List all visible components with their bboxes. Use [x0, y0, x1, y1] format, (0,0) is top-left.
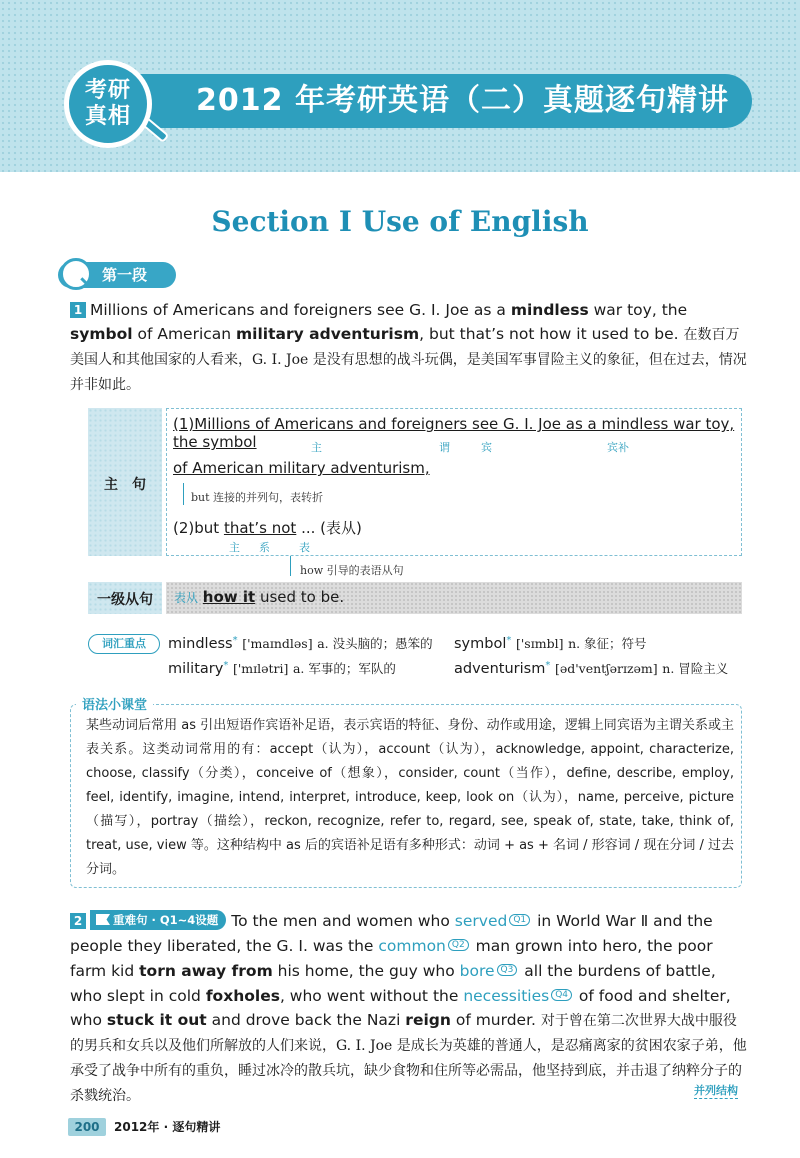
connector-line [183, 483, 184, 505]
star-icon: * [545, 660, 551, 671]
label-object: 宾 [481, 441, 492, 454]
vocab-phonetic: [əd'ventʃərɪzəm] [554, 661, 658, 676]
analysis-line-1: (1)Millions of Americans and foreigners see G. I. Joe as a mindless war toy, the symbol [173, 415, 735, 451]
vocab-item [168, 659, 396, 677]
sentence-text: all the burdens of battle, who slept in cold [70, 962, 716, 1005]
sub-clause-line [174, 588, 344, 606]
analysis-line-2: of American military adventurism, [173, 459, 430, 477]
sentence-number: 1 [70, 302, 86, 318]
keyword: military adventurism [236, 325, 420, 343]
keyword: torn away from [139, 962, 273, 980]
keyword: mindless [510, 301, 589, 319]
vocab-word: mindless [168, 636, 233, 652]
question-word: bore [459, 962, 495, 980]
star-icon: * [506, 635, 512, 646]
note-but: but 连接的并列句，表转折 [191, 491, 324, 504]
question-marker: Q3 [497, 964, 518, 976]
vocab-phonetic: ['sɪmbl] [515, 636, 564, 651]
question-marker: Q2 [448, 939, 469, 951]
keyword: foxholes [205, 987, 280, 1005]
main-clause-content [166, 408, 742, 556]
sentence-text: man grown into hero, the poor farm kid [70, 937, 713, 980]
sub-clause-tag: 表从 [174, 591, 199, 605]
logo-text-bottom: 真相 [84, 104, 131, 129]
vocab-phonetic: ['mɪlətri] [232, 661, 289, 676]
sub-clause-text: how it [202, 588, 256, 606]
logo-text-top: 考研 [84, 78, 131, 103]
keyword: reign [405, 1011, 451, 1029]
label-predicate: 谓 [439, 441, 450, 454]
analysis-line-3 [173, 517, 362, 538]
main-clause-label-cell [88, 408, 162, 556]
star-icon: * [223, 660, 229, 671]
vocab-item [454, 659, 728, 677]
connector-line-2 [290, 556, 291, 576]
vocab-word: military [168, 661, 224, 677]
question-marker: Q4 [551, 989, 572, 1001]
vocab-item [168, 634, 433, 652]
keyword: stuck it out [106, 1011, 207, 1029]
vocab-definition: a. 没头脑的；愚笨的 [317, 636, 433, 651]
star-icon: * [232, 635, 238, 646]
label-predicative: 表 [299, 541, 310, 554]
grammar-text: 某些动词后常用 as 引出短语作宾语补足语，表示宾语的特征、身份、动作或用途，逻辑上同宾语为主谓关系或主表关系。这类动词常用的有：accept（认为），account（认为），acknowledge, appoint, characterize, choose, classify（分类），conceive of（想象），consider, count（当作），define, describe, employ, feel, identify, imagine, intend, interpret, introduce, keep, look on（认为），name, perceive, picture（描写），portray（描绘），reckon, recognize, refer to, regard, see, speak of, state, take, think of, treat, use, view 等。这种结构中 as 后的宾语补足语有多种形式：动词 + as + 名词 / 形容词 / 现在分词 / 过去分词。 [86, 718, 734, 877]
sub-clause-content [166, 582, 742, 614]
question-word: common [378, 937, 446, 955]
difficult-sentence-tag [90, 910, 226, 930]
sentence-text: , but that’s not how it used to be. [419, 325, 684, 343]
vocab-word: symbol [454, 636, 507, 652]
label-subject: 主 [311, 441, 322, 454]
question-marker: Q1 [509, 914, 530, 926]
sentence-text: , who went without the [279, 987, 464, 1005]
sentence-text: war toy, the [588, 301, 688, 319]
grammar-title: 语法小课堂 [76, 694, 153, 713]
vocab-tag: 词汇重点 [88, 634, 160, 654]
question-word: served [454, 912, 508, 930]
label-linking-verb: 系 [259, 541, 270, 554]
question-word: necessities [463, 987, 550, 1005]
label-subject-2: 主 [229, 541, 240, 554]
sentence-text: in World War Ⅱ and the people they liberated, the G. I. was the [70, 912, 713, 955]
page-number: 200 [68, 1118, 106, 1136]
vocab-definition: n. 象征；符号 [568, 636, 647, 651]
search-icon [60, 258, 92, 290]
flag-icon [96, 914, 110, 925]
sentence-text: Millions of Americans and foreigners see G. I. Joe as a [90, 301, 511, 319]
chinese-translation: 在数百万美国人和其他国家的人看来，G. I. Joe 是没有思想的战斗玩偶，是美国军事冒险主义的象征，但在过去，情况并非如此。 [70, 327, 747, 393]
line3-prefix: (2)but [173, 519, 224, 537]
vocab-item [454, 634, 647, 652]
sentence-text: his home, the guy who [272, 962, 460, 980]
vocab-definition: n. 冒险主义 [662, 661, 729, 676]
keyword: symbol [70, 325, 133, 343]
page-footer [68, 1118, 220, 1136]
line3-underlined: that’s not [223, 519, 297, 537]
sub-clause-text: used to be. [255, 588, 345, 606]
sentence-text: of American [132, 325, 237, 343]
section-title: Section Ⅰ Use of English [211, 205, 589, 238]
sentence-1 [70, 298, 750, 397]
paragraph-badge: 第一段 [58, 262, 176, 288]
sentence-2 [70, 908, 750, 1108]
footer-text: 2012年 · 逐句精讲 [114, 1120, 221, 1134]
sub-clause-label-cell [88, 582, 162, 614]
sentence-text: of food and shelter, who [70, 987, 731, 1029]
label-object-complement: 宾补 [607, 441, 629, 454]
vocab-phonetic: ['maɪndləs] [242, 636, 313, 651]
sub-clause-label: 一级从句 [97, 592, 153, 608]
page-title: 2012 年考研英语（二）真题逐句精讲 [196, 83, 729, 118]
chinese-translation: 对于曾在第二次世界大战中服役的男兵和女兵以及他们所解放的人们来说，G. I. Joe 是成长为英雄的普通人，是忍痛离家的贫困农家子弟，他承受了战争中所有的重负，睡过冰冷的散兵坑，缺少食物和住所等必需品，他坚持到底，并击退了纳粹分子的杀戮统治。 [70, 1013, 747, 1104]
main-clause-label: 主 句 [104, 477, 146, 493]
line3-suffix: ... (表从) [296, 519, 362, 537]
sentence-number: 2 [70, 913, 86, 929]
sentence-text: of murder. [450, 1011, 541, 1029]
magnifier-logo-icon [64, 60, 152, 148]
vocab-word: adventurism [454, 661, 546, 677]
sentence-text: To the men and women who [231, 912, 455, 930]
sentence-text: and drove back the Nazi [206, 1011, 406, 1029]
parallel-structure-label: 并列结构 [694, 1084, 738, 1097]
vocab-definition: a. 军事的；军队的 [292, 661, 396, 676]
note-how: how 引导的表语从句 [300, 564, 404, 577]
tag-label: 重难句 · Q1~4设题 [113, 913, 219, 927]
